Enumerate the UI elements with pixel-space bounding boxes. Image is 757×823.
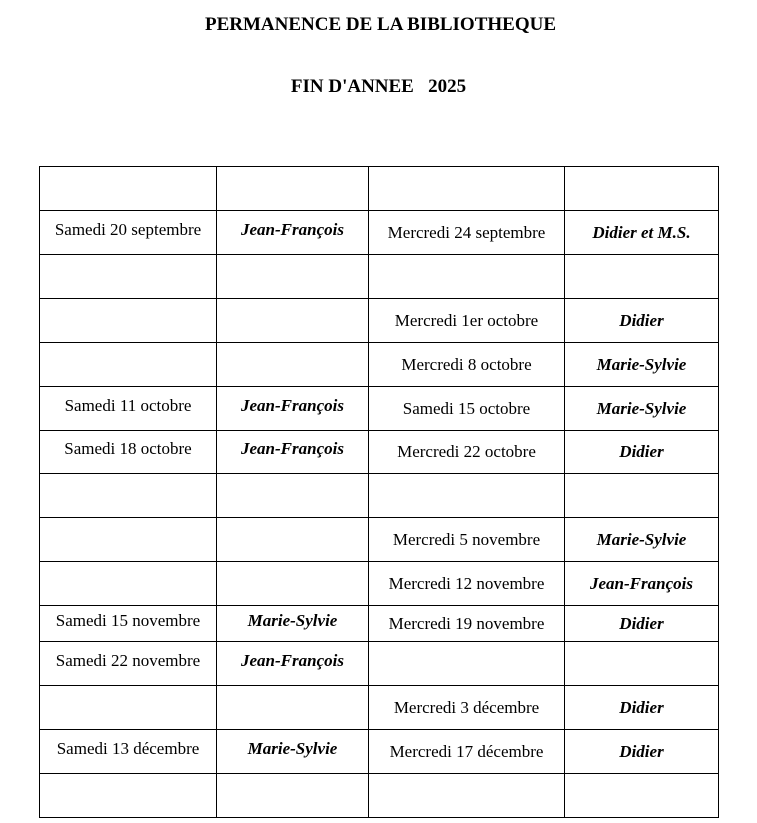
second-date-cell — [369, 343, 565, 387]
second-date-cell-text: Mercredi 24 septembre — [387, 222, 546, 242]
saturday-date-cell — [40, 431, 217, 474]
saturday-person-cell — [217, 255, 369, 299]
schedule-table — [39, 166, 719, 818]
saturday-date-cell — [40, 730, 217, 774]
saturday-date-cell-text: Samedi 13 décembre — [56, 738, 200, 758]
table-row — [40, 730, 719, 774]
second-person-cell — [565, 255, 719, 299]
saturday-date-cell — [40, 167, 217, 211]
second-person-cell — [565, 606, 719, 642]
saturday-person-cell — [217, 299, 369, 343]
table-row — [40, 255, 719, 299]
table-row — [40, 774, 719, 818]
second-date-cell — [369, 474, 565, 518]
saturday-person-cell — [217, 474, 369, 518]
saturday-date-cell — [40, 211, 217, 255]
saturday-person-cell-text: Marie-Sylvie — [247, 738, 338, 758]
saturday-date-cell — [40, 686, 217, 730]
saturday-date-cell — [40, 518, 217, 562]
saturday-date-cell — [40, 299, 217, 343]
second-person-cell-text: Didier et M.S. — [592, 222, 691, 242]
saturday-person-cell-text: Marie-Sylvie — [247, 610, 338, 630]
saturday-person-cell — [217, 167, 369, 211]
second-date-cell-text: Mercredi 17 décembre — [389, 741, 544, 761]
page-title: PERMANENCE DE LA BIBLIOTHEQUE — [204, 14, 557, 35]
second-person-cell — [565, 474, 719, 518]
saturday-person-cell — [217, 562, 369, 606]
saturday-date-cell — [40, 774, 217, 818]
second-person-cell-text: Marie-Sylvie — [596, 354, 687, 374]
saturday-date-cell — [40, 606, 217, 642]
saturday-person-cell — [217, 211, 369, 255]
second-person-cell-text: Jean-François — [590, 573, 693, 593]
second-person-cell — [565, 431, 719, 474]
page-subtitle: FIN D'ANNEE 2025 — [290, 76, 467, 97]
second-person-cell — [565, 167, 719, 211]
second-date-cell — [369, 686, 565, 730]
saturday-person-cell — [217, 387, 369, 431]
second-date-cell-text: Mercredi 5 novembre — [392, 529, 541, 549]
saturday-person-cell — [217, 518, 369, 562]
table-row — [40, 387, 719, 431]
second-date-cell-text: Mercredi 1er octobre — [394, 310, 539, 330]
saturday-person-cell-text: Jean-François — [241, 439, 344, 458]
table-row — [40, 343, 719, 387]
second-person-cell — [565, 730, 719, 774]
saturday-date-cell — [40, 343, 217, 387]
saturday-date-cell-text: Samedi 15 novembre — [55, 610, 201, 630]
saturday-date-cell — [40, 642, 217, 686]
second-person-cell-text: Didier — [619, 697, 664, 717]
saturday-person-cell-text: Jean-François — [241, 219, 344, 239]
saturday-person-cell — [217, 686, 369, 730]
second-date-cell — [369, 606, 565, 642]
second-date-cell — [369, 774, 565, 818]
table-row — [40, 562, 719, 606]
second-date-cell-text: Mercredi 3 décembre — [393, 697, 540, 717]
saturday-date-cell — [40, 387, 217, 431]
schedule-body — [40, 167, 719, 818]
second-person-cell — [565, 642, 719, 686]
saturday-date-cell — [40, 562, 217, 606]
second-person-cell — [565, 562, 719, 606]
saturday-date-cell-text: Samedi 20 septembre — [54, 219, 202, 239]
second-person-cell — [565, 774, 719, 818]
second-date-cell-text: Mercredi 8 octobre — [401, 354, 532, 374]
table-row — [40, 606, 719, 642]
table-row — [40, 211, 719, 255]
second-date-cell — [369, 642, 565, 686]
table-row — [40, 167, 719, 211]
second-date-cell-text: Mercredi 12 novembre — [388, 573, 545, 593]
saturday-date-cell-text: Samedi 22 novembre — [55, 650, 201, 670]
second-date-cell — [369, 387, 565, 431]
second-date-cell-text: Mercredi 19 novembre — [388, 613, 545, 633]
saturday-date-cell — [40, 474, 217, 518]
saturday-person-cell-text: Jean-François — [241, 395, 344, 415]
second-person-cell-text: Didier — [619, 442, 664, 461]
saturday-person-cell — [217, 730, 369, 774]
second-person-cell-text: Didier — [619, 741, 664, 761]
second-person-cell-text: Didier — [619, 613, 664, 633]
saturday-person-cell-text: Jean-François — [241, 650, 344, 670]
table-row — [40, 299, 719, 343]
second-date-cell — [369, 255, 565, 299]
saturday-person-cell — [217, 642, 369, 686]
second-person-cell — [565, 343, 719, 387]
second-date-cell — [369, 562, 565, 606]
second-date-cell — [369, 167, 565, 211]
table-row — [40, 686, 719, 730]
saturday-person-cell — [217, 431, 369, 474]
second-person-cell — [565, 211, 719, 255]
saturday-date-cell-text: Samedi 18 octobre — [64, 439, 192, 458]
second-date-cell — [369, 299, 565, 343]
second-person-cell — [565, 387, 719, 431]
second-date-cell-text: Samedi 15 octobre — [402, 398, 531, 418]
second-date-cell — [369, 730, 565, 774]
saturday-date-cell — [40, 255, 217, 299]
second-date-cell — [369, 211, 565, 255]
second-person-cell — [565, 518, 719, 562]
saturday-person-cell — [217, 774, 369, 818]
saturday-date-cell-text: Samedi 11 octobre — [64, 395, 192, 415]
second-person-cell — [565, 686, 719, 730]
second-person-cell-text: Marie-Sylvie — [596, 529, 687, 549]
second-person-cell — [565, 299, 719, 343]
saturday-person-cell — [217, 343, 369, 387]
second-date-cell-text: Mercredi 22 octobre — [397, 442, 536, 461]
table-row — [40, 518, 719, 562]
second-date-cell — [369, 518, 565, 562]
table-row — [40, 474, 719, 518]
table-row — [40, 431, 719, 474]
second-person-cell-text: Marie-Sylvie — [596, 398, 687, 418]
second-person-cell-text: Didier — [619, 310, 664, 330]
table-row — [40, 642, 719, 686]
second-date-cell — [369, 431, 565, 474]
saturday-person-cell — [217, 606, 369, 642]
